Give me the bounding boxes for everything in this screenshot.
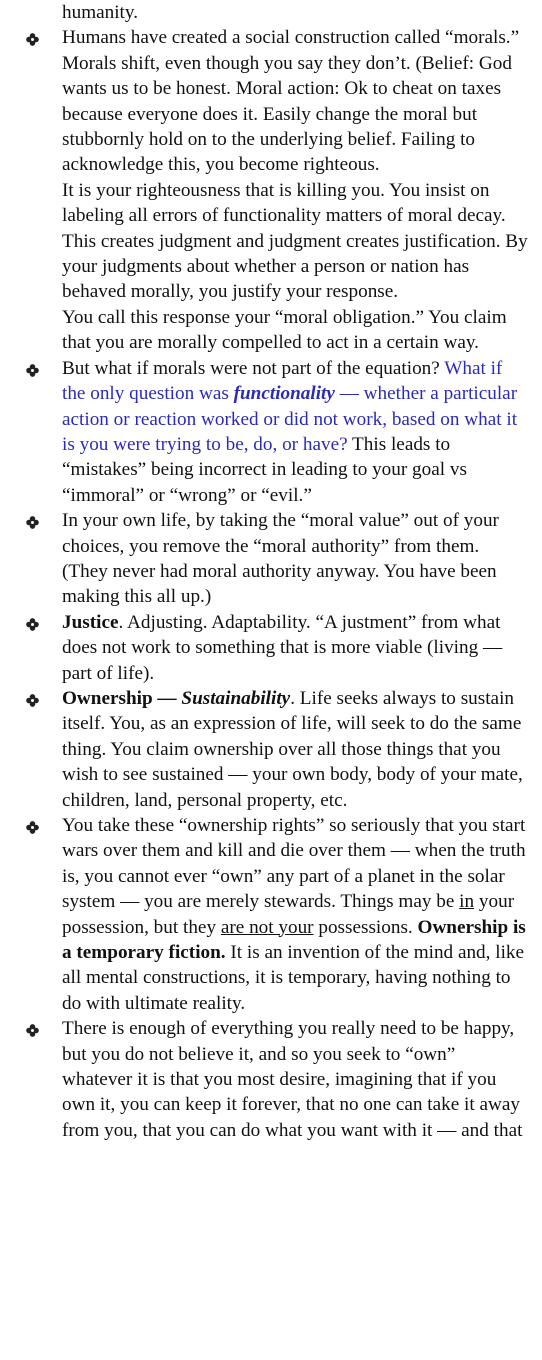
ownership-rights-c: possessions. xyxy=(313,916,418,938)
bullet-ownership xyxy=(0,686,542,813)
four-point-flower-bullet-icon xyxy=(26,516,39,529)
ownership-fiction-statement: Ownership is a temporary fiction. xyxy=(62,916,526,964)
four-point-flower-bullet-icon xyxy=(26,821,39,834)
functionality-emphasis: functionality xyxy=(233,383,335,405)
four-point-flower-bullet-icon xyxy=(26,33,39,46)
four-point-flower-bullet-icon xyxy=(26,694,39,707)
bullet-ownership-rights xyxy=(0,813,542,1016)
functionality-lead: But what if morals were not part of the equation? xyxy=(62,357,445,379)
bullet-morals xyxy=(0,25,542,355)
ownership-rights-d: It is an invention of the mind and, like all mental constructions, it is temporary, having nothing to do with ultimate reality. xyxy=(62,942,525,1014)
functionality-question-start: What if the only question was xyxy=(62,357,503,405)
bullet-morals-p3: You call this response your “moral obligation.” You claim that you are morally compelled to act in a certain way. xyxy=(62,306,507,354)
underlined-are-not-your: are not your xyxy=(220,916,314,938)
underlined-in: in xyxy=(459,891,475,913)
continuation-paragraph xyxy=(0,0,542,25)
four-point-flower-bullet-icon xyxy=(26,1024,39,1037)
ownership-rights-b: your possession, but they xyxy=(62,891,515,938)
ownership-heading: Ownership — xyxy=(62,687,182,709)
bullet-moral-value xyxy=(0,508,542,610)
enough-text: There is enough of everything you really need to be happy, but you do not believe it, and so you seek to “own” whatever it is that you most desire, imagining that if you own it, you can keep it forever, that no one can take it away from you, that you can do what you want with it — and that xyxy=(62,1018,523,1141)
four-point-flower-bullet-icon xyxy=(26,364,39,377)
bullet-morals-p2: It is your righteousness that is killing you. You insist on labeling all errors of functionality matters of moral decay. This creates judgment and judgment creates justification. By your judgments about whether a person or nation has behaved morally, you justify your response. xyxy=(62,179,528,303)
ownership-text: . Life seeks always to sustain itself. You, as an expression of life, will seek to do the same thing. You claim ownership over all those things that you wish to see sustained — your own body, body of your mate, children, land, personal property, etc. xyxy=(62,687,523,811)
four-point-flower-bullet-icon xyxy=(26,618,39,631)
bullet-morals-p1: Humans have created a social construction called “morals.” Morals shift, even though you say they don’t. (Belief: God wants us to be honest. Moral action: Ok to cheat on taxes because everyone does it. Easily change the moral but stubbornly hold on to the underlying belief. Failing to acknowledge this, you become righteous. xyxy=(62,27,520,176)
functionality-question-end: — whether a particular action or reaction worked or did not work, based on what it is you were trying to be, do, or have? xyxy=(62,383,518,455)
ownership-rights-a: You take these “ownership rights” so seriously that you start wars over them and kill and die over them — when the truth is, you cannot ever “own” any part of a planet in the solar system — you are merely stewards. Things may be xyxy=(62,815,526,913)
justice-text: . Adjusting. Adaptability. “A justment” from what does not work to something that is more viable (living — part of life). xyxy=(62,611,503,684)
sustainability-heading: Sustainability xyxy=(181,687,291,709)
functionality-conclusion: This leads to “mistakes” being incorrect in leading to your goal vs “immoral” or “wrong” or “evil.” xyxy=(62,433,467,506)
moral-value-text: In your own life, by taking the “moral value” out of your choices, you remove the “moral authority” from them. (They never had moral authority anyway. You have been making this all up.) xyxy=(62,510,499,608)
bullet-functionality xyxy=(0,356,542,508)
continuation-text: humanity. xyxy=(62,2,139,23)
bullet-enough xyxy=(0,1016,542,1143)
bullet-justice xyxy=(0,610,542,686)
justice-heading: Justice xyxy=(62,611,119,633)
